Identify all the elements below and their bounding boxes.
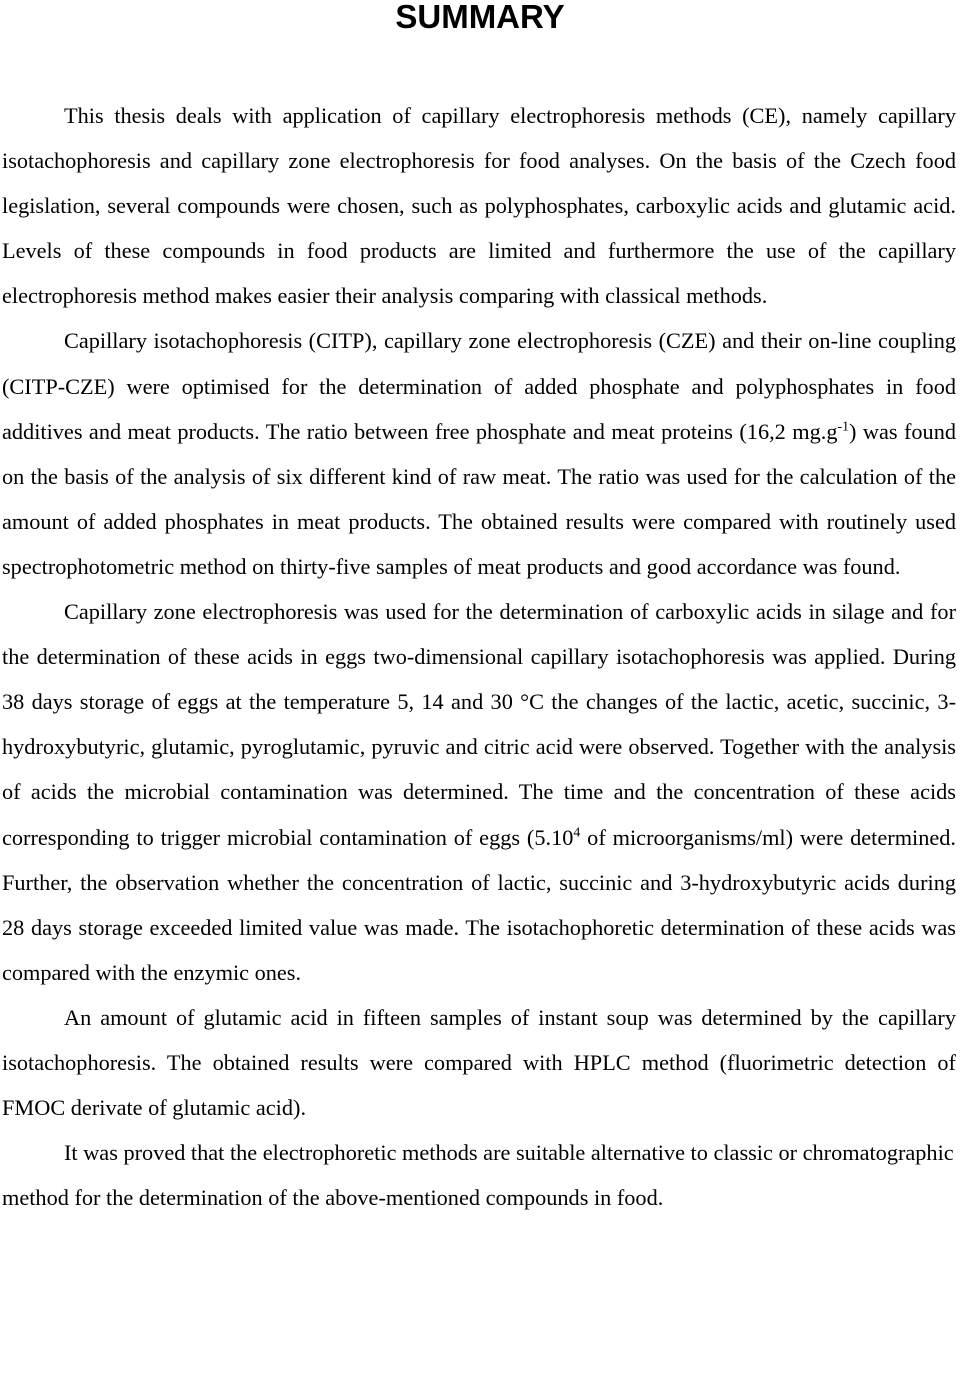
- paragraph-text: of microorganisms/ml) were determined. Further, the observation whether the concentration of lactic, succinic and 3-hydroxybutyric acids during 28 days storage exceeded limited value was made. The isotachophoretic determination of these acids was compared with the enzymic ones.: [2, 824, 957, 985]
- paragraph-text: It was proved that the electrophoretic methods are suitable alternative to classic or chromatographic method for the determination of the above-mentioned compounds in food.: [2, 1140, 954, 1211]
- paragraph-text: ) was found on the basis of the analysis of six different kind of raw meat. The ratio was used for the calculation of the amount of added phosphates in meat products. The obtained results were compared with routinely used spectrophotometric method on thirty-five samples of meat products and good accordance was found.: [2, 418, 956, 579]
- page-title: SUMMARY: [395, 0, 565, 35]
- paragraph-text: Capillary zone electrophoresis was used for the determination of carboxylic acids in silage and for the determination of these acids in eggs two-dimensional capillary isotachophoresis was applied. During 38 days storage of eggs at the temperature 5, 14 and 30 °C the changes of the lactic, acetic, succinic, 3-hydroxybutyric, glutamic, pyroglutamic, pyruvic and citric acid were observed. Together with the analysis of acids the microbial contamination was determined. The time and the concentration of these acids corresponding to trigger microbial contamination of eggs (5.10: [2, 599, 956, 850]
- paragraph-phosphates: [2, 318, 956, 589]
- paragraph-text: This thesis deals with application of capillary electrophoresis methods (CE), namely capillary isotachophoresis and capillary zone electrophoresis for food analyses. On the basis of the Czech food legislation, several compounds were chosen, such as polyphosphates, carboxylic acids and glutamic acid. Levels of these compounds in food products are limited and furthermore the use of the capillary electrophoresis method makes easier their analysis comparing with classical methods.: [2, 103, 956, 309]
- superscript-exponent: 4: [573, 823, 581, 839]
- superscript-exponent: -1: [837, 418, 849, 434]
- paragraph-glutamic-acid: [2, 995, 956, 1130]
- paragraph-conclusion: [2, 1130, 956, 1220]
- paragraph-text: An amount of glutamic acid in fifteen samples of instant soup was determined by the capillary isotachophoresis. The obtained results were compared with HPLC method (fluorimetric detection of FMOC derivate of glutamic acid).: [2, 1004, 956, 1121]
- paragraph-text: Capillary isotachophoresis (CITP), capillary zone electrophoresis (CZE) and their on-line coupling (CITP-CZE) were optimised for the determination of added phosphate and polyphosphates in food additives and meat products. The ratio between free phosphate and meat proteins (16,2 mg.g: [2, 328, 956, 444]
- summary-body: [2, 93, 956, 1220]
- paragraph-carboxylic-acids: [2, 589, 956, 995]
- paragraph-intro: [2, 93, 956, 318]
